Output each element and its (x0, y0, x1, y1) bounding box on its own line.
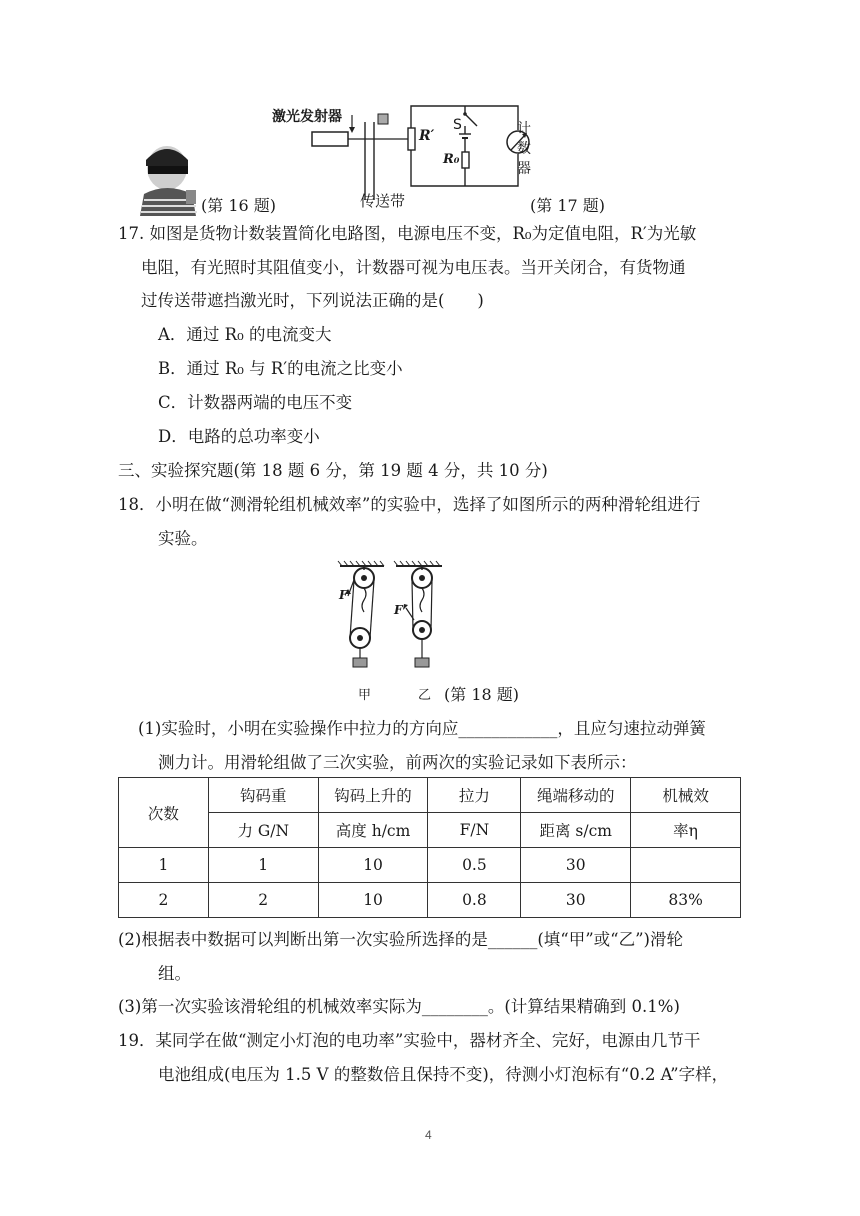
switch-label: S (453, 117, 462, 133)
table-header-cell: F/N (428, 813, 521, 848)
q19-stem-line2: 电池组成(电压为 1.5 V 的整数倍且保持不变)，待测小灯泡标有“0.2 A”字样， (158, 1065, 729, 1084)
table-header-cell: 力 G/N (208, 813, 318, 848)
table-cell: 0.5 (428, 848, 521, 883)
q18-stem-line1: 18．小明在做“测滑轮组机械效率”的实验中，选择了如图所示的两种滑轮组进行 (118, 495, 701, 514)
table-header-cell: 高度 h/cm (318, 813, 428, 848)
q17-option-a: A．通过 R₀ 的电流变大 (158, 325, 332, 344)
table-row (119, 848, 741, 883)
table-cell: 2 (119, 883, 209, 918)
belt-label: 传送带 (360, 192, 406, 210)
table-cell: 10 (318, 883, 428, 918)
table-cell: 2 (208, 883, 318, 918)
q18-part3: (3)第一次实验该滑轮组的机械效率实际为________。(计算结果精确到 0.1%) (118, 997, 680, 1016)
table-header-cell: 钩码重 (208, 778, 318, 813)
q18-part2-line1: (2)根据表中数据可以判断出第一次实验所选择的是______(填“甲”或“乙”)滑轮 (118, 930, 683, 949)
table-cell: 30 (521, 883, 631, 918)
fig18-force-label-right: F (394, 603, 403, 617)
fig18-label-yi: 乙 (418, 688, 432, 703)
table-header-row-bottom (119, 813, 741, 848)
table-cell: 30 (521, 848, 631, 883)
q18-part1-line2: 测力计。用滑轮组做了三次实验，前两次的实验记录如下表所示： (158, 753, 637, 772)
table-header-cell: 钩码上升的 (318, 778, 428, 813)
q18-data-table (118, 777, 741, 918)
cargo-box (378, 114, 388, 124)
fig18-force-label-left: F (339, 588, 348, 602)
fig16-caption: (第 16 题) (201, 196, 277, 215)
r0-label: R₀ (443, 152, 460, 167)
fig18-caption: (第 18 题) (444, 685, 520, 704)
table-header-cell: 绳端移动的 (521, 778, 631, 813)
q19-stem-line1: 19．某同学在做“测定小灯泡的电功率”实验中，器材齐全、完好，电源由几节干 (118, 1031, 701, 1050)
page-number: 4 (425, 1128, 432, 1142)
q17-stem-line2: 电阻，有光照时其阻值变小，计数器可视为电压表。当开关闭合，有货物通 (141, 258, 686, 277)
fig17-caption: (第 17 题) (530, 196, 606, 215)
resistor-r0 (462, 152, 469, 168)
q17-option-b: B．通过 R₀ 与 R′的电流之比变小 (158, 359, 403, 378)
q17-option-c: C．计数器两端的电压不变 (158, 393, 353, 412)
table-header-cell: 拉力 (428, 778, 521, 813)
photoresistor (408, 128, 415, 150)
counter-label-2: 数 (517, 141, 531, 157)
q17-stem-line3: 过传送带遮挡激光时，下列说法正确的是( ) (141, 291, 484, 310)
table-cell: 83% (631, 883, 741, 918)
fig18-pulley-diagram (334, 560, 448, 670)
q17-option-d: D．电路的总功率变小 (158, 427, 320, 446)
table-cell (631, 848, 741, 883)
fig18-label-jia: 甲 (358, 688, 372, 703)
table-header-cell: 率η (631, 813, 741, 848)
table-row (119, 883, 741, 918)
table-header-cell: 机械效 (631, 778, 741, 813)
fig16-photo (134, 138, 202, 216)
table-cell: 10 (318, 848, 428, 883)
table-cell: 0.8 (428, 883, 521, 918)
q17-stem-line1: 17. 如图是货物计数装置简化电路图，电源电压不变，R₀为定值电阻，R′为光敏 (118, 224, 697, 243)
laser-emitter (312, 132, 348, 146)
q18-part2-line2: 组。 (158, 964, 191, 983)
table-cell: 1 (208, 848, 318, 883)
r-prime-label: R′ (419, 128, 435, 144)
table-header-row-top (119, 778, 741, 813)
table-header-cell: 距离 s/cm (521, 813, 631, 848)
table-cell: 1 (119, 848, 209, 883)
section3-heading: 三、实验探究题(第 18 题 6 分，第 19 题 4 分，共 10 分) (118, 461, 548, 480)
counter-label-1: 计 (517, 121, 531, 137)
q18-part1-line1: (1)实验时，小明在实验操作中拉力的方向应____________，且应匀速拉动弹簧 (138, 719, 706, 738)
laser-emitter-label: 激光发射器 (272, 109, 342, 125)
counter-label-3: 器 (517, 161, 531, 177)
table-header-cell: 次数 (119, 778, 209, 848)
q18-stem-line2: 实验。 (158, 529, 208, 548)
